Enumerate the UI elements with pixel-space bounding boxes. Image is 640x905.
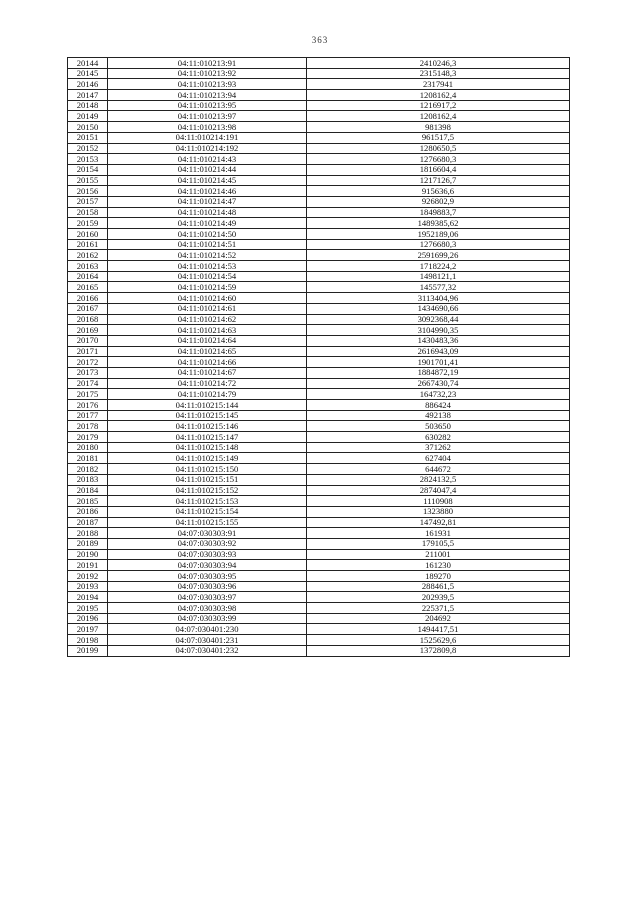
table-row <box>68 186 570 197</box>
table-row <box>68 624 570 635</box>
row-number-cell: 20199 <box>68 645 108 656</box>
cadastral-number-cell: 04:11:010213:94 <box>108 90 307 101</box>
row-number-cell: 20191 <box>68 560 108 571</box>
cadastral-number-cell: 04:11:010214:63 <box>108 325 307 336</box>
cadastral-value-cell: 915636,6 <box>307 186 570 197</box>
cadastral-number-cell: 04:11:010215:146 <box>108 421 307 432</box>
cadastral-number-cell: 04:11:010214:43 <box>108 154 307 165</box>
table-row <box>68 603 570 614</box>
cadastral-number-cell: 04:11:010214:66 <box>108 357 307 368</box>
row-number-cell: 20156 <box>68 186 108 197</box>
cadastral-number-cell: 04:11:010215:144 <box>108 400 307 411</box>
cadastral-number-cell: 04:11:010214:61 <box>108 303 307 314</box>
cadastral-value-cell: 1901701,41 <box>307 357 570 368</box>
cadastral-value-cell: 886424 <box>307 400 570 411</box>
cadastral-number-cell: 04:07:030303:98 <box>108 603 307 614</box>
cadastral-value-cell: 1434690,66 <box>307 303 570 314</box>
cadastral-value-cell: 503650 <box>307 421 570 432</box>
row-number-cell: 20148 <box>68 100 108 111</box>
row-number-cell: 20155 <box>68 175 108 186</box>
cadastral-value-cell: 147492,81 <box>307 517 570 528</box>
cadastral-number-cell: 04:11:010214:65 <box>108 346 307 357</box>
cadastral-value-cell: 1276680,3 <box>307 154 570 165</box>
cadastral-number-cell: 04:11:010214:67 <box>108 367 307 378</box>
row-number-cell: 20167 <box>68 303 108 314</box>
cadastral-number-cell: 04:11:010214:192 <box>108 143 307 154</box>
cadastral-number-cell: 04:11:010215:149 <box>108 453 307 464</box>
cadastral-number-cell: 04:11:010215:147 <box>108 432 307 443</box>
cadastral-number-cell: 04:11:010214:52 <box>108 250 307 261</box>
cadastral-number-cell: 04:11:010214:44 <box>108 164 307 175</box>
cadastral-value-cell: 1110908 <box>307 496 570 507</box>
cadastral-number-cell: 04:11:010214:59 <box>108 282 307 293</box>
cadastral-value-cell: 161931 <box>307 528 570 539</box>
cadastral-value-cell: 1216917,2 <box>307 100 570 111</box>
cadastral-number-cell: 04:07:030303:97 <box>108 592 307 603</box>
table-row <box>68 389 570 400</box>
cadastral-value-cell: 1816604,4 <box>307 164 570 175</box>
cadastral-number-cell: 04:07:030303:96 <box>108 581 307 592</box>
table-row <box>68 496 570 507</box>
cadastral-value-cell: 225371,5 <box>307 603 570 614</box>
table-row <box>68 335 570 346</box>
table-row <box>68 400 570 411</box>
row-number-cell: 20196 <box>68 613 108 624</box>
cadastral-value-cell: 1718224,2 <box>307 261 570 272</box>
cadastral-value-cell: 627404 <box>307 453 570 464</box>
table-row <box>68 218 570 229</box>
cadastral-value-cell: 981398 <box>307 122 570 133</box>
cadastral-value-cell: 161230 <box>307 560 570 571</box>
row-number-cell: 20188 <box>68 528 108 539</box>
row-number-cell: 20169 <box>68 325 108 336</box>
table-row <box>68 581 570 592</box>
cadastral-number-cell: 04:11:010215:150 <box>108 464 307 475</box>
table-row <box>68 154 570 165</box>
table-row <box>68 485 570 496</box>
row-number-cell: 20160 <box>68 229 108 240</box>
row-number-cell: 20173 <box>68 367 108 378</box>
cadastral-number-cell: 04:11:010214:62 <box>108 314 307 325</box>
row-number-cell: 20198 <box>68 635 108 646</box>
cadastral-value-cell: 2315148,3 <box>307 68 570 79</box>
row-number-cell: 20172 <box>68 357 108 368</box>
table-row <box>68 175 570 186</box>
table-row <box>68 453 570 464</box>
cadastral-value-cell: 164732,23 <box>307 389 570 400</box>
cadastral-number-cell: 04:11:010214:51 <box>108 239 307 250</box>
table-row <box>68 560 570 571</box>
row-number-cell: 20183 <box>68 474 108 485</box>
cadastral-value-cell: 1430483,36 <box>307 335 570 346</box>
cadastral-value-cell: 2591699,26 <box>307 250 570 261</box>
table-row <box>68 613 570 624</box>
table-row <box>68 314 570 325</box>
table-row <box>68 378 570 389</box>
table-row <box>68 68 570 79</box>
cadastral-value-cell: 1217126,7 <box>307 175 570 186</box>
cadastral-value-cell: 204692 <box>307 613 570 624</box>
row-number-cell: 20186 <box>68 506 108 517</box>
cadastral-value-cell: 3104990,35 <box>307 325 570 336</box>
cadastral-value-cell: 1489385,62 <box>307 218 570 229</box>
row-number-cell: 20176 <box>68 400 108 411</box>
cadastral-value-cell: 2667430,74 <box>307 378 570 389</box>
cadastral-number-cell: 04:11:010214:46 <box>108 186 307 197</box>
table-row <box>68 506 570 517</box>
cadastral-value-cell: 3092368,44 <box>307 314 570 325</box>
cadastral-number-cell: 04:07:030303:99 <box>108 613 307 624</box>
row-number-cell: 20152 <box>68 143 108 154</box>
table-row <box>68 132 570 143</box>
cadastral-value-cell: 1498121,1 <box>307 271 570 282</box>
cadastral-value-cell: 1494417,51 <box>307 624 570 635</box>
row-number-cell: 20180 <box>68 442 108 453</box>
cadastral-value-cell: 961517,5 <box>307 132 570 143</box>
row-number-cell: 20158 <box>68 207 108 218</box>
cadastral-number-cell: 04:11:010213:93 <box>108 79 307 90</box>
cadastral-value-cell: 2874047,4 <box>307 485 570 496</box>
row-number-cell: 20192 <box>68 571 108 582</box>
cadastral-value-cell: 179105,5 <box>307 538 570 549</box>
table-row <box>68 635 570 646</box>
cadastral-number-cell: 04:11:010213:91 <box>108 58 307 69</box>
row-number-cell: 20184 <box>68 485 108 496</box>
table-row <box>68 229 570 240</box>
table-row <box>68 592 570 603</box>
table-row <box>68 293 570 304</box>
cadastral-number-cell: 04:11:010215:148 <box>108 442 307 453</box>
row-number-cell: 20150 <box>68 122 108 133</box>
cadastral-value-cell: 1323880 <box>307 506 570 517</box>
cadastral-number-cell: 04:11:010214:54 <box>108 271 307 282</box>
cadastral-number-cell: 04:11:010214:60 <box>108 293 307 304</box>
cadastral-number-cell: 04:07:030303:93 <box>108 549 307 560</box>
table-row <box>68 271 570 282</box>
cadastral-number-cell: 04:11:010214:45 <box>108 175 307 186</box>
cadastral-number-cell: 04:11:010215:151 <box>108 474 307 485</box>
cadastral-value-cell: 1952189,06 <box>307 229 570 240</box>
table-row <box>68 207 570 218</box>
table-row <box>68 100 570 111</box>
row-number-cell: 20193 <box>68 581 108 592</box>
cadastral-value-cell: 202939,5 <box>307 592 570 603</box>
table-row <box>68 79 570 90</box>
table-row <box>68 442 570 453</box>
cadastral-number-cell: 04:11:010214:79 <box>108 389 307 400</box>
cadastral-value-cell: 211001 <box>307 549 570 560</box>
cadastral-value-cell: 1884872,19 <box>307 367 570 378</box>
cadastral-value-cell: 492138 <box>307 410 570 421</box>
table-row <box>68 645 570 656</box>
table-row <box>68 261 570 272</box>
cadastral-number-cell: 04:07:030401:230 <box>108 624 307 635</box>
cadastral-number-cell: 04:11:010214:50 <box>108 229 307 240</box>
table-row <box>68 549 570 560</box>
row-number-cell: 20187 <box>68 517 108 528</box>
table-row <box>68 250 570 261</box>
row-number-cell: 20157 <box>68 196 108 207</box>
cadastral-number-cell: 04:07:030303:95 <box>108 571 307 582</box>
cadastral-value-cell: 1849883,7 <box>307 207 570 218</box>
row-number-cell: 20147 <box>68 90 108 101</box>
cadastral-number-cell: 04:07:030303:91 <box>108 528 307 539</box>
cadastral-value-cell: 288461,5 <box>307 581 570 592</box>
cadastral-value-cell: 2824132,5 <box>307 474 570 485</box>
row-number-cell: 20190 <box>68 549 108 560</box>
table-row <box>68 325 570 336</box>
row-number-cell: 20195 <box>68 603 108 614</box>
row-number-cell: 20189 <box>68 538 108 549</box>
row-number-cell: 20154 <box>68 164 108 175</box>
cadastral-value-cell: 1280650,5 <box>307 143 570 154</box>
row-number-cell: 20161 <box>68 239 108 250</box>
table-row <box>68 528 570 539</box>
row-number-cell: 20170 <box>68 335 108 346</box>
table-row <box>68 432 570 443</box>
row-number-cell: 20179 <box>68 432 108 443</box>
cadastral-number-cell: 04:07:030303:94 <box>108 560 307 571</box>
cadastral-number-cell: 04:11:010215:153 <box>108 496 307 507</box>
cadastral-number-cell: 04:11:010213:92 <box>108 68 307 79</box>
row-number-cell: 20146 <box>68 79 108 90</box>
row-number-cell: 20163 <box>68 261 108 272</box>
cadastral-value-cell: 644672 <box>307 464 570 475</box>
row-number-cell: 20159 <box>68 218 108 229</box>
row-number-cell: 20171 <box>68 346 108 357</box>
cadastral-number-cell: 04:11:010214:47 <box>108 196 307 207</box>
cadastral-value-cell: 2616943,09 <box>307 346 570 357</box>
row-number-cell: 20178 <box>68 421 108 432</box>
cadastral-number-cell: 04:11:010215:145 <box>108 410 307 421</box>
cadastral-number-cell: 04:07:030401:231 <box>108 635 307 646</box>
table-row <box>68 421 570 432</box>
row-number-cell: 20197 <box>68 624 108 635</box>
cadastral-number-cell: 04:11:010213:97 <box>108 111 307 122</box>
row-number-cell: 20194 <box>68 592 108 603</box>
cadastral-number-cell: 04:11:010214:48 <box>108 207 307 218</box>
cadastral-value-cell: 630282 <box>307 432 570 443</box>
cadastral-value-table <box>67 57 570 657</box>
cadastral-value-cell: 1208162,4 <box>307 90 570 101</box>
table-row <box>68 196 570 207</box>
table-row <box>68 571 570 582</box>
table-row <box>68 538 570 549</box>
table-row <box>68 410 570 421</box>
cadastral-number-cell: 04:11:010215:152 <box>108 485 307 496</box>
cadastral-number-cell: 04:07:030401:232 <box>108 645 307 656</box>
table-row <box>68 122 570 133</box>
cadastral-number-cell: 04:11:010215:154 <box>108 506 307 517</box>
page-number: 363 <box>311 35 329 45</box>
cadastral-number-cell: 04:11:010214:191 <box>108 132 307 143</box>
row-number-cell: 20185 <box>68 496 108 507</box>
cadastral-value-cell: 371262 <box>307 442 570 453</box>
table-row <box>68 517 570 528</box>
row-number-cell: 20145 <box>68 68 108 79</box>
cadastral-value-cell: 2410246,3 <box>307 58 570 69</box>
row-number-cell: 20144 <box>68 58 108 69</box>
row-number-cell: 20151 <box>68 132 108 143</box>
table-body <box>68 58 570 657</box>
cadastral-value-cell: 2317941 <box>307 79 570 90</box>
cadastral-value-cell: 3113404,96 <box>307 293 570 304</box>
cadastral-number-cell: 04:11:010215:155 <box>108 517 307 528</box>
row-number-cell: 20175 <box>68 389 108 400</box>
row-number-cell: 20153 <box>68 154 108 165</box>
row-number-cell: 20166 <box>68 293 108 304</box>
cadastral-value-cell: 1276680,3 <box>307 239 570 250</box>
table-row <box>68 474 570 485</box>
row-number-cell: 20168 <box>68 314 108 325</box>
table-row <box>68 164 570 175</box>
row-number-cell: 20165 <box>68 282 108 293</box>
table-row <box>68 357 570 368</box>
cadastral-value-cell: 926802,9 <box>307 196 570 207</box>
cadastral-value-cell: 1208162,4 <box>307 111 570 122</box>
table-row <box>68 464 570 475</box>
table-row <box>68 239 570 250</box>
table-row <box>68 303 570 314</box>
table-row <box>68 111 570 122</box>
cadastral-number-cell: 04:07:030303:92 <box>108 538 307 549</box>
table-row <box>68 346 570 357</box>
table-row <box>68 367 570 378</box>
table-row <box>68 90 570 101</box>
cadastral-number-cell: 04:11:010214:49 <box>108 218 307 229</box>
row-number-cell: 20182 <box>68 464 108 475</box>
row-number-cell: 20149 <box>68 111 108 122</box>
cadastral-value-cell: 145577,32 <box>307 282 570 293</box>
cadastral-number-cell: 04:11:010213:98 <box>108 122 307 133</box>
row-number-cell: 20164 <box>68 271 108 282</box>
cadastral-number-cell: 04:11:010214:64 <box>108 335 307 346</box>
cadastral-number-cell: 04:11:010214:53 <box>108 261 307 272</box>
cadastral-value-cell: 1525629,6 <box>307 635 570 646</box>
row-number-cell: 20162 <box>68 250 108 261</box>
cadastral-value-cell: 189270 <box>307 571 570 582</box>
row-number-cell: 20177 <box>68 410 108 421</box>
cadastral-number-cell: 04:11:010214:72 <box>108 378 307 389</box>
table-row <box>68 282 570 293</box>
row-number-cell: 20174 <box>68 378 108 389</box>
table-row <box>68 143 570 154</box>
row-number-cell: 20181 <box>68 453 108 464</box>
cadastral-value-cell: 1372809,8 <box>307 645 570 656</box>
table-row <box>68 58 570 69</box>
cadastral-number-cell: 04:11:010213:95 <box>108 100 307 111</box>
